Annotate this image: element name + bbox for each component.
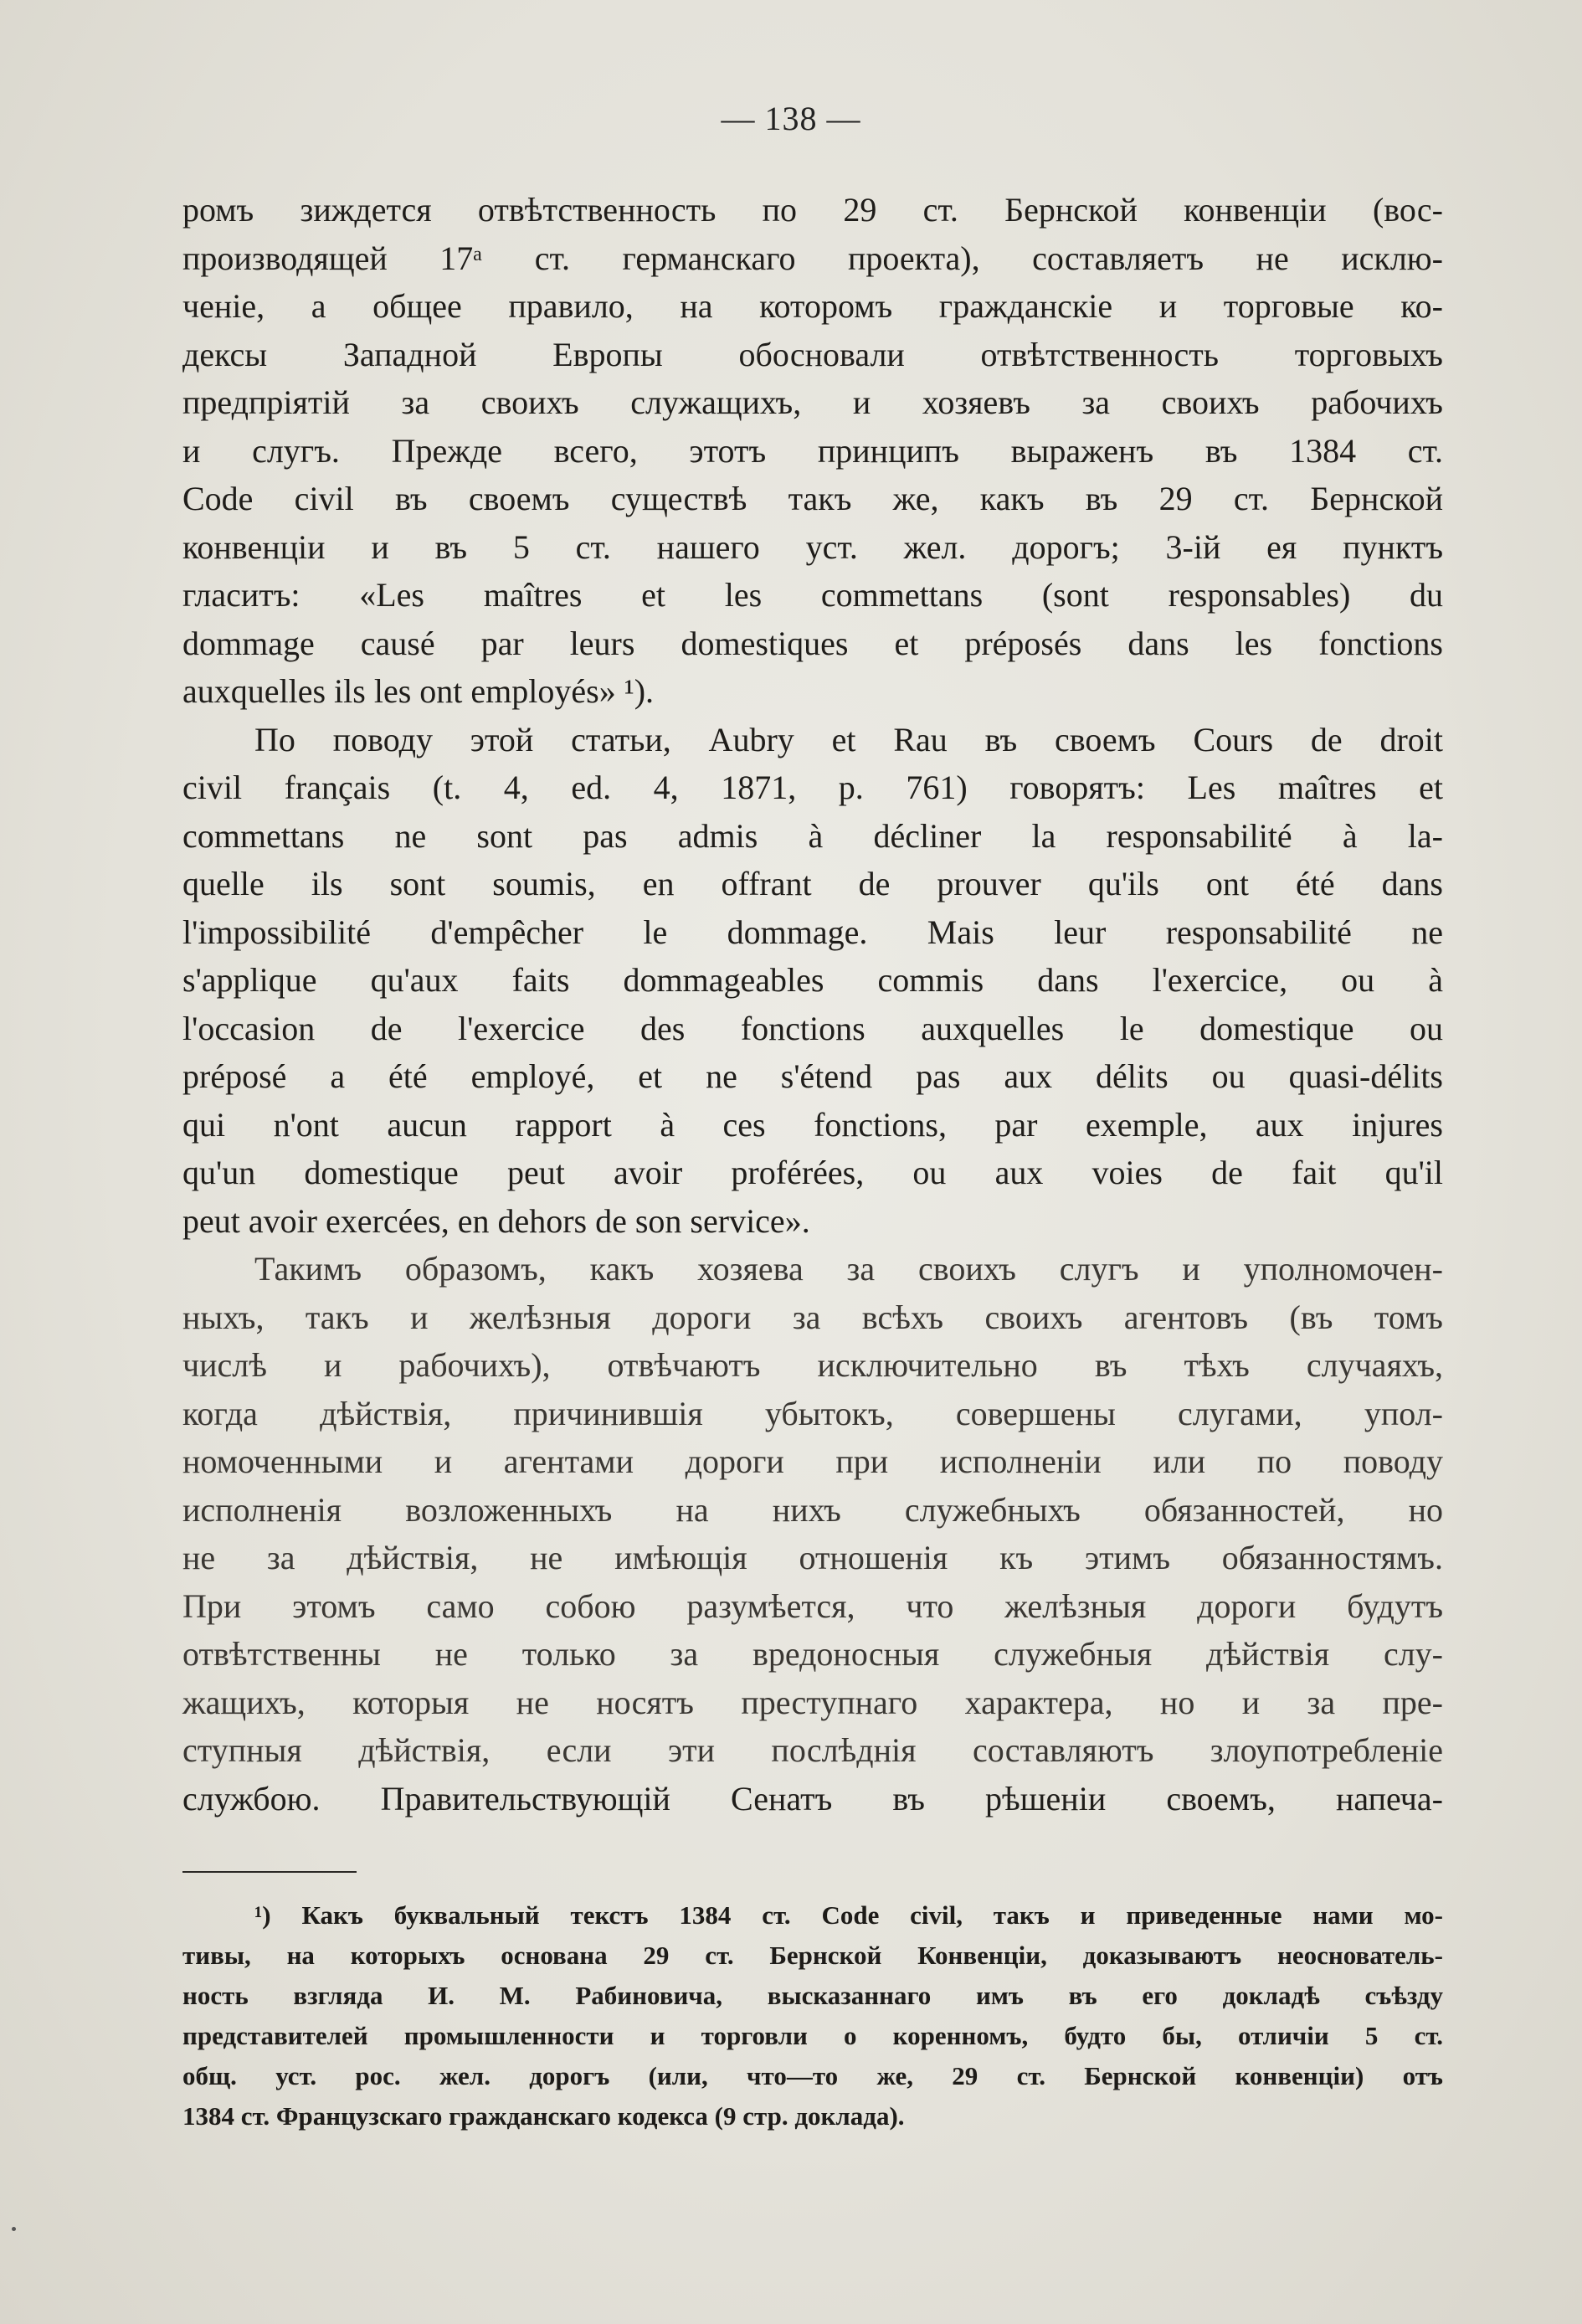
body-line: ступныя дѣйствія, если эти послѣднія составляютъ злоупотребленіе [182,1731,1443,1769]
print-speck [12,2227,16,2231]
footnote-line: 1384 ст. Французскаго гражданскаго кодекса (9 стр. доклада). [182,2101,905,2131]
body-line: s'applique qu'aux faits dommageables commis dans l'exercice, ou à [182,961,1443,999]
body-line: commettans ne sont pas admis à décliner la responsabilité à la- [182,816,1443,855]
body-line: Такимъ образомъ, какъ хозяева за своихъ слугъ и уполномочен- [254,1250,1443,1288]
body-line: По поводу этой статьи, Aubry et Rau въ своемъ Cours de droit [254,720,1443,758]
body-line: производящей 17ᵃ ст. германскаго проекта), составляетъ не исклю- [182,239,1443,277]
body-line: dommage causé par leurs domestiques et préposés dans les fonctions [182,624,1443,662]
body-line: préposé a été employé, et ne s'étend pas aux délits ou quasi-délits [182,1057,1443,1095]
body-line: qui n'ont aucun rapport à ces fonctions, par exemple, aux injures [182,1105,1443,1144]
body-line: l'occasion de l'exercice des fonctions auxquelles le domestique ou [182,1009,1443,1047]
body-line: исполненія возложенныхъ на нихъ служебныхъ обязанностей, но [182,1490,1443,1529]
body-line: отвѣтственны не только за вредоносныя служебныя дѣйствія слу- [182,1635,1443,1673]
body-line: когда дѣйствія, причинившія убытокъ, совершены слугами, упол- [182,1394,1443,1432]
body-line: При этомъ само собою разумѣется, что желѣзныя дороги будутъ [182,1586,1443,1625]
footnote-line-text: Какъ буквальный текстъ 1384 ст. Code civil, такъ и приведенные нами мо- [301,1900,1443,1930]
body-line: числѣ и рабочихъ), отвѣчаютъ исключительно въ тѣхъ случаяхъ, [182,1346,1443,1384]
body-line-with-footnote-ref [182,667,1443,716]
body-line: конвенціи и въ 5 ст. нашего уст. жел. дорогъ; 3-ій ея пунктъ [182,527,1443,566]
body-line: qu'un domestique peut avoir proférées, ou aux voies de fait qu'il [182,1154,1443,1191]
body-line: жащихъ, которыя не носятъ преступнаго характера, но и за пре- [182,1683,1443,1721]
body-line: Code civil въ своемъ существѣ такъ же, какъ въ 29 ст. Бернской [182,480,1443,517]
body-line: не за дѣйствія, не имѣющія отношенія къ этимъ обязанностямъ. [182,1539,1443,1576]
page-number: — 138 — [721,100,861,137]
body-line: civil français (t. 4, ed. 4, 1871, p. 761) говорятъ: Les maîtres et [182,769,1443,806]
body-line: peut avoir exercées, en dehors de son service». [182,1201,810,1240]
footnote-marker: ¹) [254,1900,271,1930]
body-line: и слугъ. Прежде всего, этотъ принципъ выраженъ въ 1384 ст. [182,431,1443,470]
body-line: гласитъ: «Les maîtres et les commettans (sont responsables) du [182,576,1443,614]
body-line: ромъ зиждется отвѣтственность по 29 ст. Бернской конвенціи (вос- [182,191,1443,229]
footnote-line: общ. уст. рос. жел. дорогъ (или, что—то же, 29 ст. Бернской конвенціи) отъ [182,2061,1443,2090]
body-line: службою. Правительствующій Сенатъ въ рѣшеніи своемъ, напеча- [182,1779,1443,1818]
body-line: quelle ils sont soumis, en offrant de prouver qu'ils ont été dans [182,865,1443,902]
body-line: l'impossibilité d'empêcher le dommage. Mais leur responsabilité ne [182,913,1443,951]
body-line: номоченными и агентами дороги при исполненіи или по поводу [182,1442,1443,1480]
body-line: предпріятій за своихъ служащихъ, и хозяевъ за своихъ рабочихъ [182,383,1443,421]
footnote [182,1895,1443,2136]
body-line: ченіе, а общее правило, на которомъ гражданскіе и торговые ко- [182,287,1443,325]
body-line: дексы Западной Европы обосновали отвѣтственность торговыхъ [182,335,1443,373]
footnote-line: представителей промышленности и торговли о коренномъ, будто бы, отличіи 5 ст. [182,2021,1443,2050]
footnote-line-first [182,1895,1443,1936]
footnote-line: тивы, на которыхъ основана 29 ст. Бернской Конвенціи, доказываютъ неоснователь- [182,1941,1443,1970]
footnote-divider [182,1871,357,1873]
body-line: ныхъ, такъ и желѣзныя дороги за всѣхъ своихъ агентовъ (въ томъ [182,1298,1443,1336]
footnote-reference[interactable]: ¹). [624,672,655,710]
footnote-line: ность взгляда И. М. Рабиновича, высказаннаго имъ въ его докладѣ съѣзду [182,1981,1443,2010]
body-line-text: auxquelles ils les ont employés» [182,672,616,710]
body-text [182,186,1443,1823]
